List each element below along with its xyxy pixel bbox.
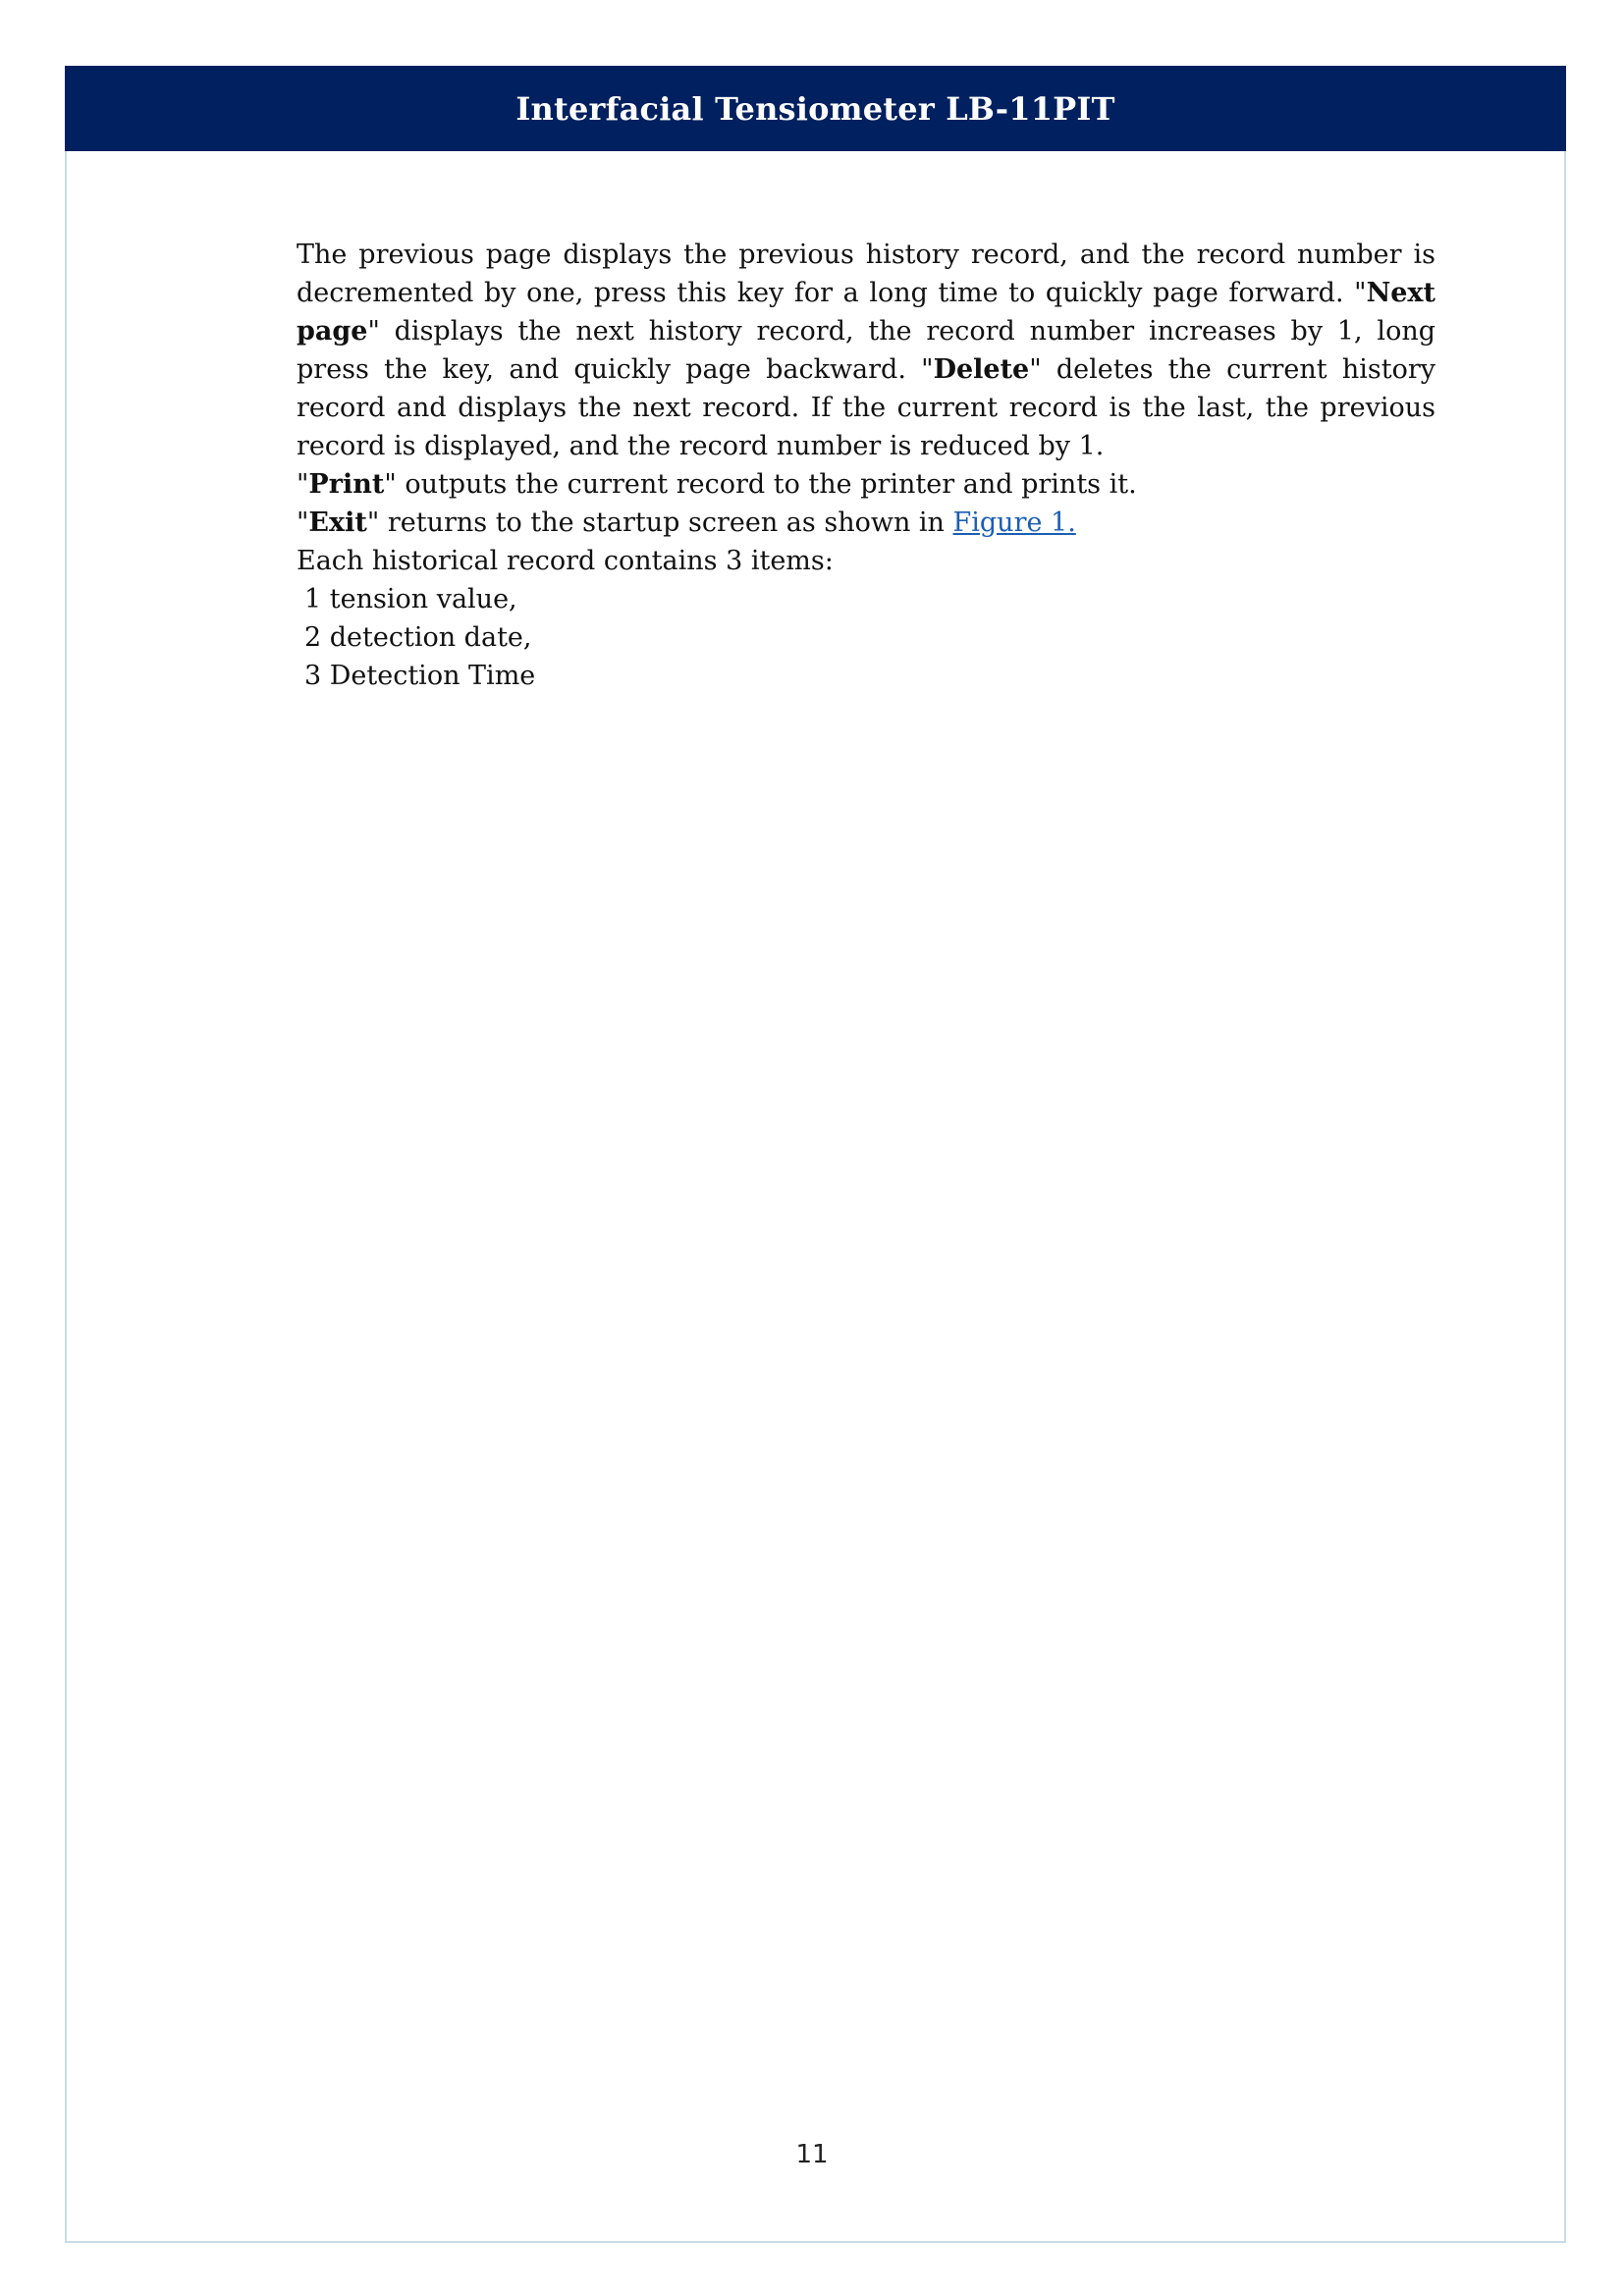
record-items-intro: Each historical record contains 3 items: <box>297 546 834 576</box>
document-title: Interfacial Tensiometer LB-11PIT <box>515 89 1115 128</box>
print-key-label: Print <box>308 469 385 500</box>
history-navigation-paragraph <box>297 236 1435 465</box>
exit-paragraph <box>297 504 1435 542</box>
text-run: " returns to the startup screen as shown in <box>366 507 953 538</box>
text-run: The previous page displays the previous history record, and the record number is decremented by one, press this key for a long time to quickly page forward. " <box>297 240 1435 308</box>
list-item: 1 tension value, <box>304 584 517 614</box>
list-item: 2 detection date, <box>304 622 532 653</box>
document-header <box>65 66 1566 151</box>
figure-1-link[interactable]: Figure 1. <box>952 507 1076 538</box>
text-run: " deletes the current history record and displays the next record. If the current record is the last, the previous record is displayed, and the record number is reduced by 1. <box>297 354 1435 461</box>
text-run: " <box>297 507 309 538</box>
text-run: " outputs the current record to the printer and prints it. <box>384 469 1137 500</box>
delete-key-label: Delete <box>933 354 1030 385</box>
next-page-key-label: Next page <box>297 278 1435 347</box>
text-run: " displays the next history record, the record number increases by 1, long press the key, and quickly page backward. " <box>297 316 1435 385</box>
print-paragraph <box>297 465 1435 504</box>
page-number: 11 <box>795 2140 829 2169</box>
list-item: 3 Detection Time <box>304 661 536 691</box>
exit-key-label: Exit <box>308 507 367 538</box>
text-run: " <box>297 469 309 500</box>
document-body <box>297 236 1435 695</box>
